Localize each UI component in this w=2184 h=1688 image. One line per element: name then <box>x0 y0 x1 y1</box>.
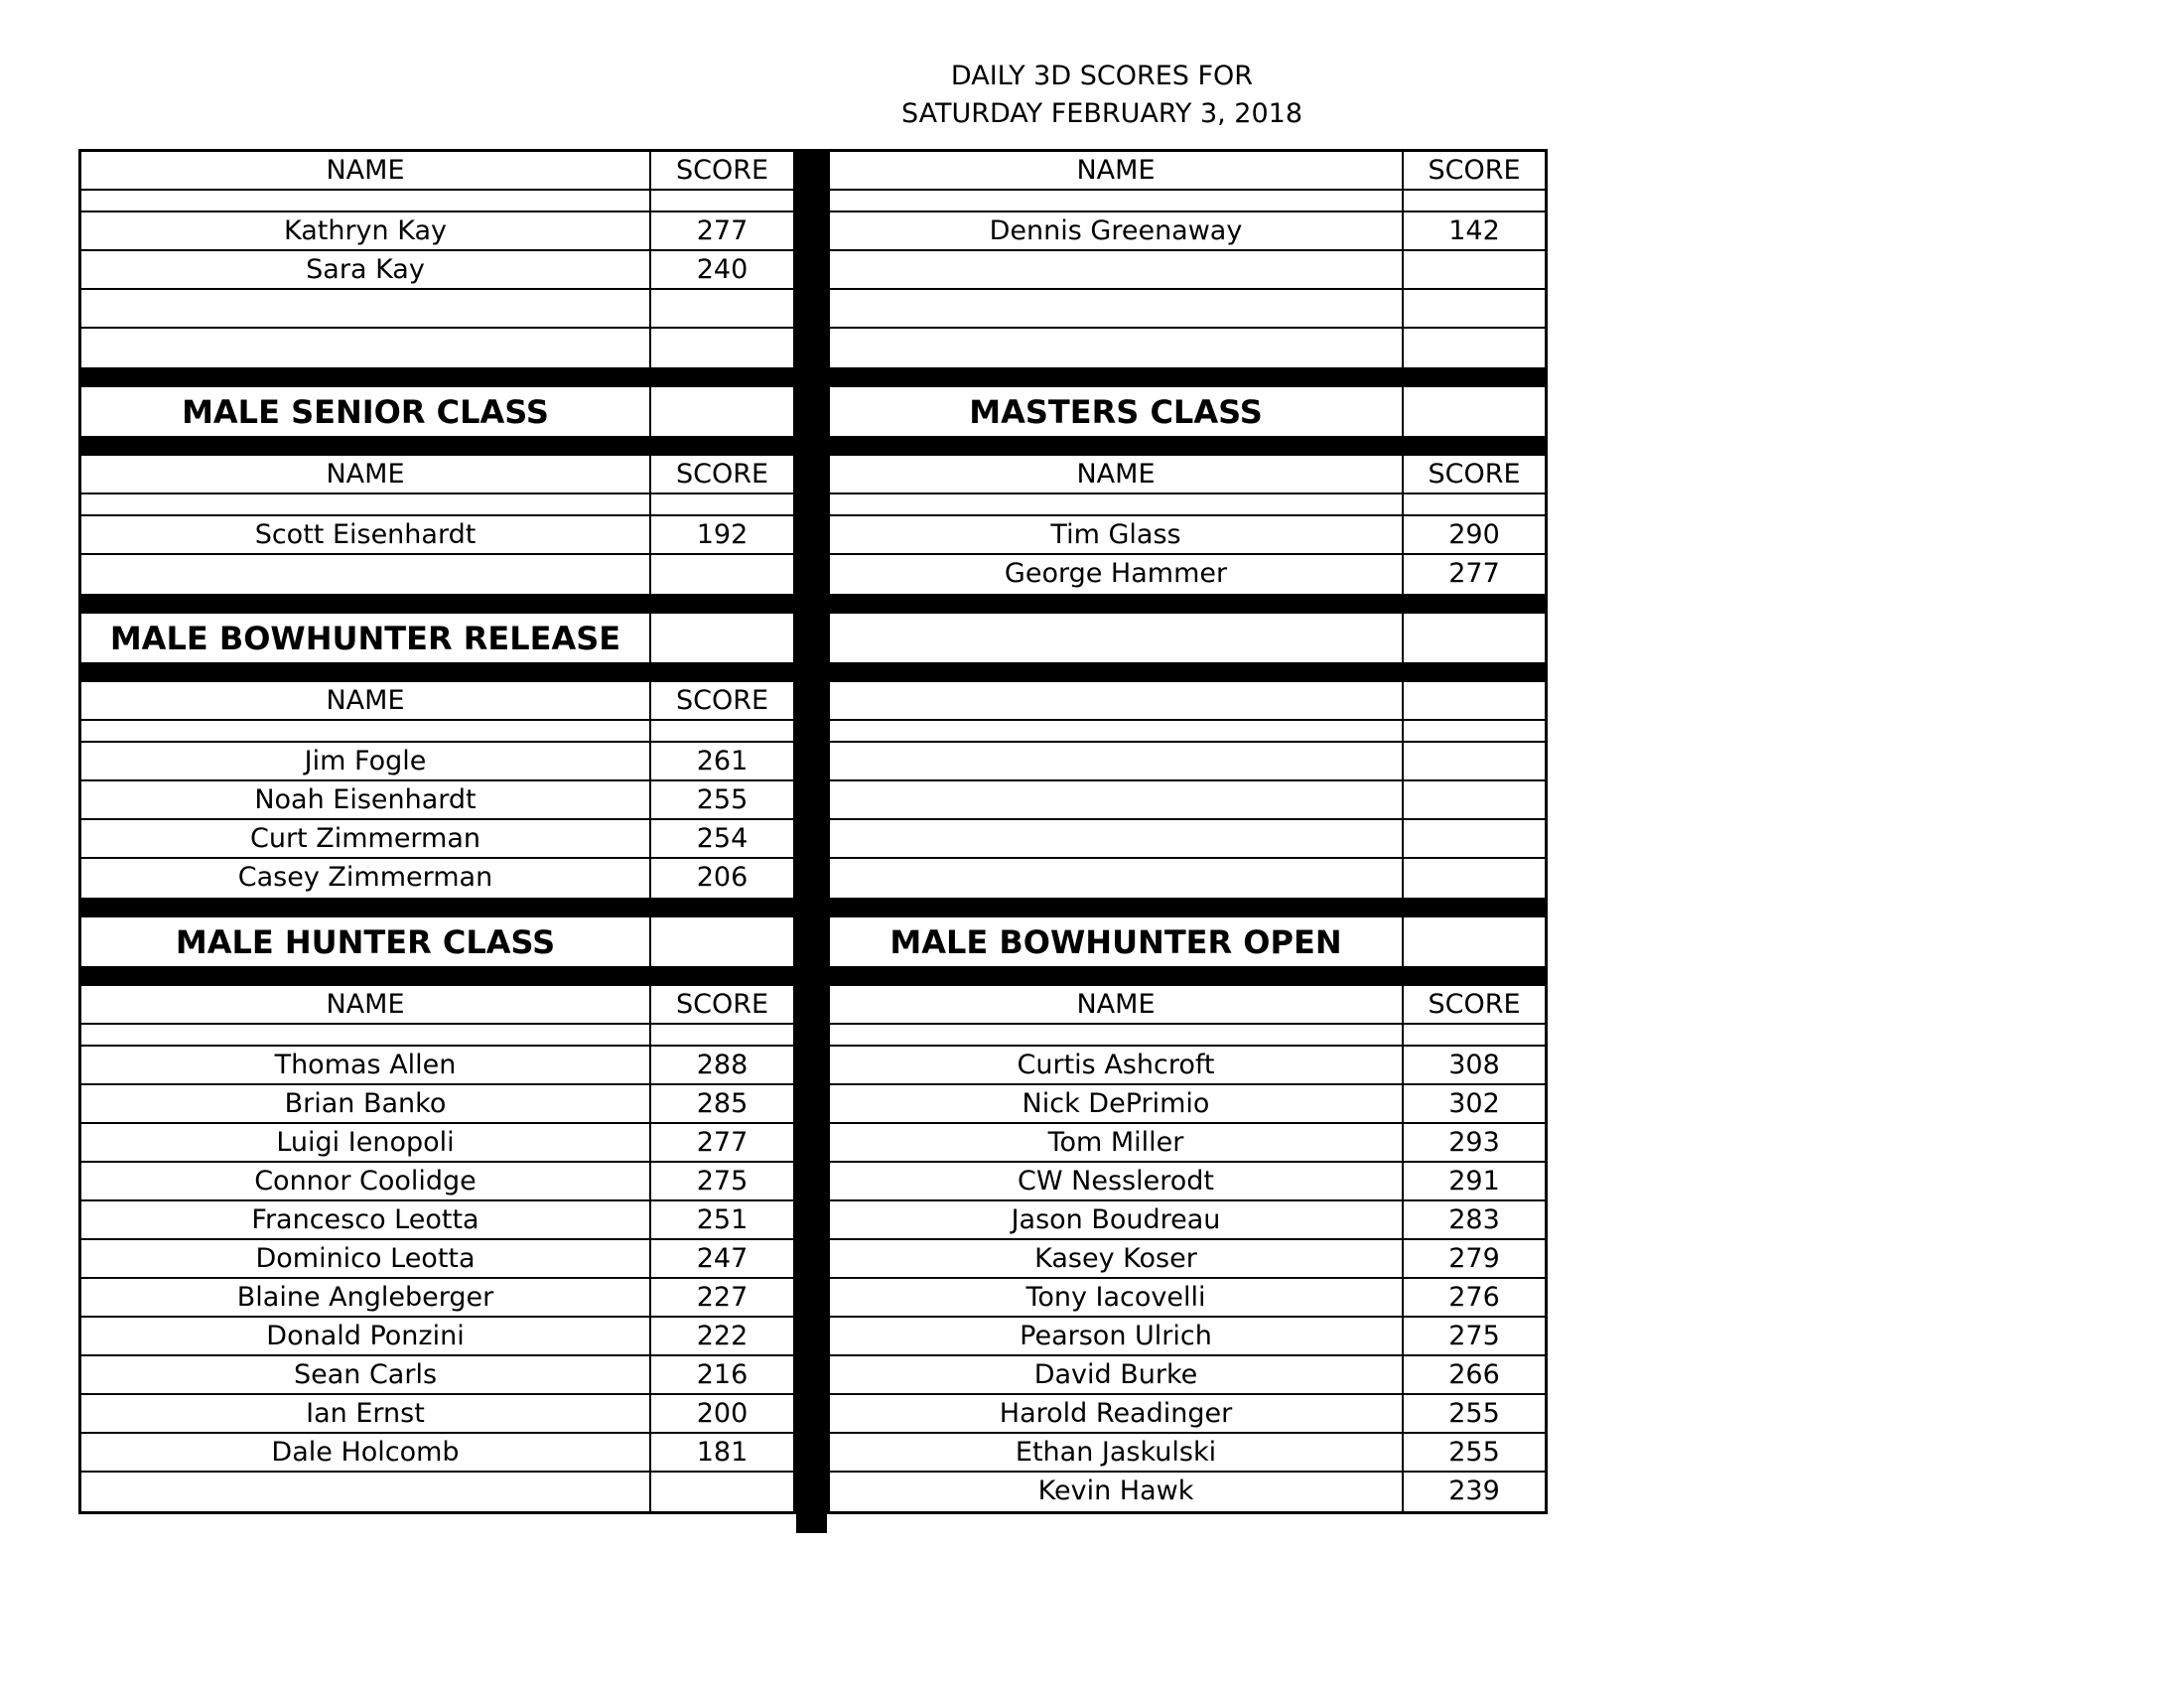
score-header: SCORE <box>1428 155 1521 186</box>
right-column <box>827 149 1548 1514</box>
table-row <box>830 1240 1545 1279</box>
section-separator <box>81 898 793 917</box>
archer-name: Casey Zimmerman <box>81 859 651 898</box>
table-row <box>830 1279 1545 1318</box>
archer-score: 222 <box>696 1321 749 1351</box>
archer-name: Brian Banko <box>81 1085 651 1122</box>
section-separator <box>830 438 1545 456</box>
name-header: NAME <box>830 986 1404 1023</box>
score-header: SCORE <box>675 989 769 1020</box>
archer-score: 277 <box>696 215 749 246</box>
archer-name: Dennis Greenaway <box>830 212 1404 249</box>
table-row <box>830 1395 1545 1434</box>
table-row <box>81 1085 793 1124</box>
table-row <box>81 329 793 367</box>
archer-score: 255 <box>696 784 749 815</box>
male-bowhunter-open-title: MALE BOWHUNTER OPEN <box>830 917 1404 966</box>
archer-name: Kevin Hawk <box>830 1473 1404 1511</box>
archer-score: 277 <box>696 1127 749 1158</box>
archer-name: CW Nesslerodt <box>830 1163 1404 1199</box>
archer-score: 283 <box>1448 1204 1500 1235</box>
table-row <box>81 1395 793 1434</box>
archer-name: Donald Ponzini <box>81 1318 651 1354</box>
empty-row <box>830 682 1545 721</box>
archer-score: 181 <box>696 1437 749 1468</box>
table-row <box>81 1163 793 1201</box>
archer-name: Tim Glass <box>830 516 1404 553</box>
archer-name: Dominico Leotta <box>81 1240 651 1277</box>
archer-score <box>1404 329 1545 367</box>
archer-score: 275 <box>696 1166 749 1196</box>
archer-score: 288 <box>696 1050 749 1080</box>
archer-name: Kasey Koser <box>830 1240 1404 1277</box>
archer-name: David Burke <box>830 1356 1404 1393</box>
archer-name: Connor Coolidge <box>81 1163 651 1199</box>
table-row <box>81 251 793 290</box>
spacer-row <box>81 721 793 743</box>
table-row <box>81 516 793 555</box>
table-row <box>81 1434 793 1473</box>
table-row <box>81 1201 793 1240</box>
table-row <box>81 212 793 251</box>
spacer-row <box>81 1025 793 1047</box>
archer-score: 266 <box>1448 1359 1500 1390</box>
archer-name: Curt Zimmerman <box>81 820 651 857</box>
section-separator <box>830 594 1545 614</box>
table-row <box>830 1434 1545 1473</box>
archer-name: Tom Miller <box>830 1124 1404 1161</box>
archer-score <box>1404 290 1545 327</box>
header-row <box>830 456 1545 494</box>
table-row <box>81 781 793 820</box>
male-hunter-class-title: MALE HUNTER CLASS <box>81 917 651 966</box>
table-row <box>81 1047 793 1085</box>
name-header: NAME <box>81 456 651 492</box>
section-separator <box>81 968 793 986</box>
score-header: SCORE <box>675 685 769 716</box>
table-row <box>81 1279 793 1318</box>
section-separator <box>81 367 793 387</box>
table-row <box>81 743 793 781</box>
table-row <box>830 251 1545 290</box>
archer-score: 254 <box>696 823 749 854</box>
archer-score <box>651 290 793 327</box>
name-header: NAME <box>830 152 1404 189</box>
table-row <box>81 1356 793 1395</box>
archer-score: 240 <box>696 254 749 285</box>
spacer-row <box>830 191 1545 212</box>
table-row <box>830 1473 1545 1511</box>
archer-name: George Hammer <box>830 555 1404 594</box>
archer-name: Scott Eisenhardt <box>81 516 651 553</box>
archer-name: Ethan Jaskulski <box>830 1434 1404 1471</box>
section-separator <box>830 664 1545 682</box>
column-divider <box>796 149 827 1533</box>
male-senior-class-title: MALE SENIOR CLASS <box>81 387 651 436</box>
table-row <box>830 329 1545 367</box>
header-row <box>830 986 1545 1025</box>
empty-row <box>830 820 1545 859</box>
archer-score: 142 <box>1448 215 1500 246</box>
table-row <box>830 1124 1545 1163</box>
table-row <box>830 555 1545 594</box>
archer-name: Pearson Ulrich <box>830 1318 1404 1354</box>
empty-section-heading <box>830 614 1545 664</box>
name-header: NAME <box>81 986 651 1023</box>
archer-score <box>651 329 793 367</box>
spacer-row <box>81 494 793 516</box>
spacer-row <box>830 721 1545 743</box>
archer-name: Curtis Ashcroft <box>830 1047 1404 1083</box>
spacer-row <box>830 1025 1545 1047</box>
table-row <box>81 1318 793 1356</box>
score-header: SCORE <box>675 155 769 186</box>
table-row <box>830 516 1545 555</box>
header-row <box>81 682 793 721</box>
table-row <box>830 1318 1545 1356</box>
header-row <box>81 152 793 191</box>
archer-score: 206 <box>696 862 749 893</box>
section-separator <box>81 664 793 682</box>
archer-name: Harold Readinger <box>830 1395 1404 1432</box>
archer-score: 255 <box>1448 1437 1500 1468</box>
archer-score <box>1404 251 1545 288</box>
table-row <box>830 290 1545 329</box>
name-header: NAME <box>830 456 1404 492</box>
header-row <box>81 456 793 494</box>
archer-score: 279 <box>1448 1243 1500 1274</box>
title-line-1: DAILY 3D SCORES FOR <box>950 61 1254 91</box>
archer-score: 285 <box>696 1088 749 1119</box>
archer-name: Jim Fogle <box>81 743 651 779</box>
table-row <box>830 1163 1545 1201</box>
archer-score: 239 <box>1448 1476 1500 1506</box>
section-heading <box>81 614 793 664</box>
archer-name: Kathryn Kay <box>81 212 651 249</box>
archer-score: 291 <box>1448 1166 1500 1196</box>
archer-score: 200 <box>696 1398 749 1429</box>
archer-score <box>651 1473 793 1511</box>
section-heading <box>81 387 793 438</box>
archer-name <box>830 329 1404 367</box>
archer-score: 302 <box>1448 1088 1500 1119</box>
score-header: SCORE <box>1428 989 1521 1020</box>
empty-row <box>830 743 1545 781</box>
spacer-row <box>81 191 793 212</box>
section-separator <box>81 438 793 456</box>
archer-name <box>81 329 651 367</box>
table-row <box>81 1240 793 1279</box>
table-row <box>81 820 793 859</box>
archer-score: 277 <box>1448 558 1500 589</box>
archer-score: 276 <box>1448 1282 1500 1313</box>
archer-score: 216 <box>696 1359 749 1390</box>
archer-name: Dale Holcomb <box>81 1434 651 1471</box>
table-row <box>81 1473 793 1511</box>
archer-score: 293 <box>1448 1127 1500 1158</box>
section-heading <box>830 917 1545 968</box>
archer-name: Nick DePrimio <box>830 1085 1404 1122</box>
spacer-row <box>830 494 1545 516</box>
archer-name: Thomas Allen <box>81 1047 651 1083</box>
name-header: NAME <box>81 682 651 719</box>
table-row <box>830 1085 1545 1124</box>
masters-class-title: MASTERS CLASS <box>830 387 1404 436</box>
section-separator <box>830 898 1545 917</box>
archer-name: Ian Ernst <box>81 1395 651 1432</box>
title-line-2: SATURDAY FEBRUARY 3, 2018 <box>900 98 1303 129</box>
table-row <box>830 1047 1545 1085</box>
section-heading <box>81 917 793 968</box>
archer-name <box>81 290 651 327</box>
name-header: NAME <box>81 152 651 189</box>
table-row <box>81 290 793 329</box>
archer-score: 275 <box>1448 1321 1500 1351</box>
table-row <box>81 555 793 594</box>
table-row <box>830 212 1545 251</box>
archer-name: Francesco Leotta <box>81 1201 651 1238</box>
section-separator <box>81 594 793 614</box>
archer-name <box>830 290 1404 327</box>
archer-score: 308 <box>1448 1050 1500 1080</box>
header-row <box>830 152 1545 191</box>
archer-score: 227 <box>696 1282 749 1313</box>
archer-score: 192 <box>696 519 749 550</box>
table-row <box>81 859 793 898</box>
empty-row <box>830 859 1545 898</box>
archer-name <box>830 251 1404 288</box>
archer-name: Blaine Angleberger <box>81 1279 651 1316</box>
archer-name <box>81 1473 651 1511</box>
archer-score: 290 <box>1448 519 1500 550</box>
male-bowhunter-release-title: MALE BOWHUNTER RELEASE <box>81 614 651 662</box>
score-header: SCORE <box>675 459 769 490</box>
section-heading <box>830 387 1545 438</box>
archer-name: Sara Kay <box>81 251 651 288</box>
archer-score: 261 <box>696 746 749 776</box>
header-row <box>81 986 793 1025</box>
table-row <box>81 1124 793 1163</box>
archer-name <box>81 555 651 594</box>
archer-name: Tony Iacovelli <box>830 1279 1404 1316</box>
archer-score <box>651 555 793 594</box>
table-row <box>830 1201 1545 1240</box>
archer-score: 255 <box>1448 1398 1500 1429</box>
table-row <box>830 1356 1545 1395</box>
left-column <box>78 149 796 1514</box>
section-separator <box>830 367 1545 387</box>
archer-name: Noah Eisenhardt <box>81 781 651 818</box>
section-separator <box>830 968 1545 986</box>
score-header: SCORE <box>1428 459 1521 490</box>
archer-score: 247 <box>696 1243 749 1274</box>
archer-name: Luigi Ienopoli <box>81 1124 651 1161</box>
empty-row <box>830 781 1545 820</box>
archer-name: Jason Boudreau <box>830 1201 1404 1238</box>
archer-score: 251 <box>696 1204 749 1235</box>
archer-name: Sean Carls <box>81 1356 651 1393</box>
